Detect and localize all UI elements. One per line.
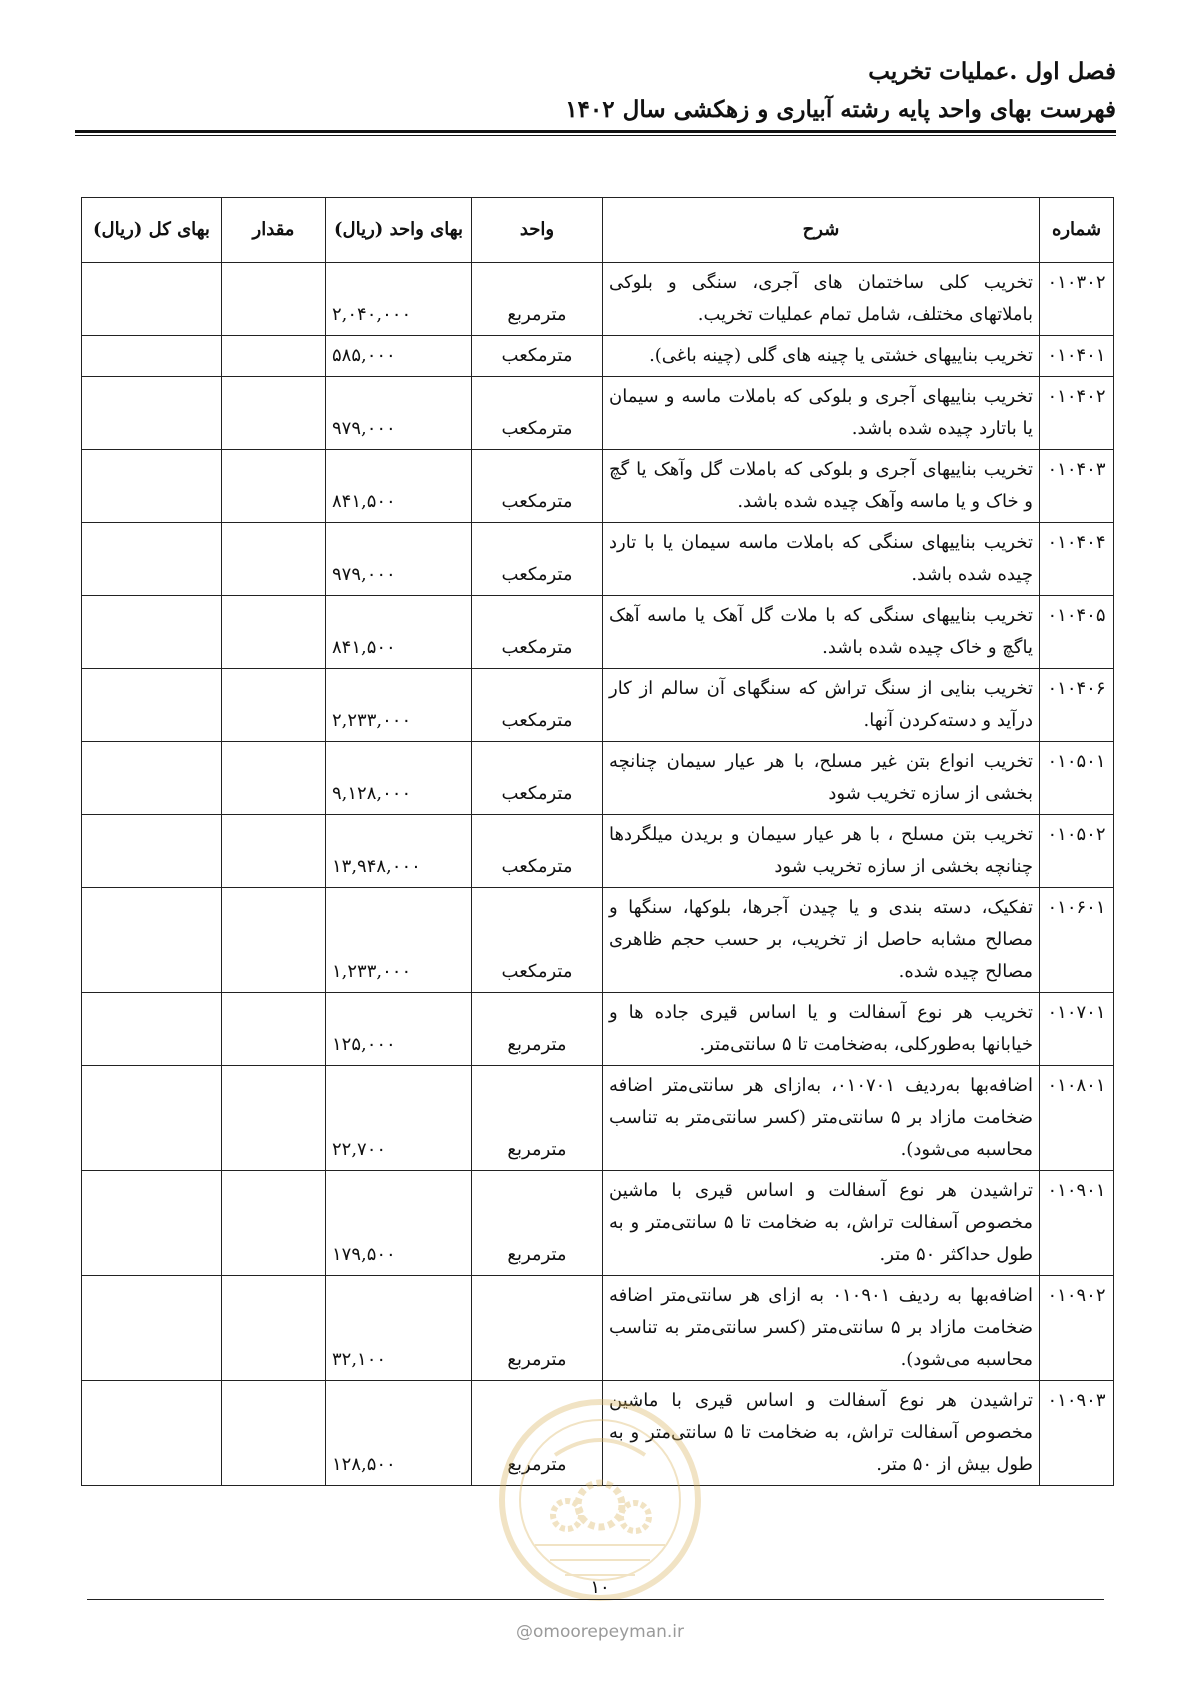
row-description: تخریب کلی ساختمان های آجری، سنگی و بلوکی باملاتهای مختلف، شامل تمام عملیات تخریب.	[603, 263, 1040, 336]
page-number: ۱۰	[590, 1577, 610, 1598]
row-code: ۰۱۰۴۰۶	[1040, 669, 1114, 742]
row-quantity	[222, 523, 326, 596]
row-unit: مترمربع	[472, 1171, 603, 1276]
table-row	[82, 1066, 1114, 1171]
table-row	[82, 263, 1114, 336]
row-quantity	[222, 1276, 326, 1381]
table-row	[82, 669, 1114, 742]
row-unit: مترمربع	[472, 1381, 603, 1486]
chapter-title: فصل اول .عملیات تخریب	[868, 58, 1116, 85]
website-watermark: @omoorepeyman.ir	[515, 1622, 685, 1642]
row-code: ۰۱۰۸۰۱	[1040, 1066, 1114, 1171]
row-code: ۰۱۰۶۰۱	[1040, 888, 1114, 993]
table-header-row	[82, 198, 1114, 263]
row-unit: مترمربع	[472, 263, 603, 336]
row-unit-price: ۹۷۹,۰۰۰	[326, 523, 472, 596]
header-total-price: بهای کل (ریال)	[82, 198, 222, 263]
row-code: ۰۱۰۵۰۱	[1040, 742, 1114, 815]
row-total	[82, 669, 222, 742]
document-title: فهرست بهای واحد پایه رشته آبیاری و زهکشی سال ۱۴۰۲	[565, 96, 1116, 123]
row-total	[82, 1276, 222, 1381]
row-unit: مترمکعب	[472, 742, 603, 815]
row-quantity	[222, 742, 326, 815]
table-row	[82, 815, 1114, 888]
row-unit-price: ۸۴۱,۵۰۰	[326, 596, 472, 669]
table-row	[82, 336, 1114, 377]
row-description: تخریب بنایی از سنگ تراش که سنگهای آن سالم از کار درآید و دسته‌کردن آنها.	[603, 669, 1040, 742]
row-description: تخریب بناییهای آجری و بلوکی که باملات ماسه و سیمان یا باتارد چیده شده باشد.	[603, 377, 1040, 450]
table-row	[82, 742, 1114, 815]
row-description: اضافه‌بها به ردیف ۰۱۰۹۰۱ به ازای هر سانتی‌متر اضافه ضخامت مازاد بر ۵ سانتی‌متر (کسر سانتی‌متر به تناسب محاسبه می‌شود).	[603, 1276, 1040, 1381]
row-total	[82, 742, 222, 815]
row-total	[82, 1171, 222, 1276]
row-code: ۰۱۰۴۰۲	[1040, 377, 1114, 450]
row-unit: مترمکعب	[472, 815, 603, 888]
table-row	[82, 450, 1114, 523]
row-quantity	[222, 1066, 326, 1171]
row-unit: مترمکعب	[472, 523, 603, 596]
row-description: تفکیک، دسته بندی و یا چیدن آجرها، بلوکها، سنگها و مصالح مشابه حاصل از تخریب، بر حسب حجم ظاهری مصالح چیده شده.	[603, 888, 1040, 993]
row-code: ۰۱۰۴۰۱	[1040, 336, 1114, 377]
row-quantity	[222, 1381, 326, 1486]
row-quantity	[222, 815, 326, 888]
page-header	[75, 56, 1116, 126]
row-description: تخریب بتن مسلح ، با هر عیار سیمان و بریدن میلگردها چنانچه بخشی از سازه تخریب شود	[603, 815, 1040, 888]
row-unit-price: ۵۸۵,۰۰۰	[326, 336, 472, 377]
table-row	[82, 377, 1114, 450]
table-row	[82, 1171, 1114, 1276]
table-row	[82, 1276, 1114, 1381]
row-code: ۰۱۰۹۰۳	[1040, 1381, 1114, 1486]
header-rule-thick	[75, 130, 1116, 133]
row-code: ۰۱۰۴۰۳	[1040, 450, 1114, 523]
row-unit-price: ۱۲۵,۰۰۰	[326, 993, 472, 1066]
table-row	[82, 1381, 1114, 1486]
row-unit-price: ۱۳,۹۴۸,۰۰۰	[326, 815, 472, 888]
row-total	[82, 888, 222, 993]
row-total	[82, 450, 222, 523]
row-total	[82, 377, 222, 450]
row-description: تخریب بناییهای آجری و بلوکی که باملات گل وآهک یا گچ و خاک و یا ماسه وآهک چیده شده باشد.	[603, 450, 1040, 523]
row-description: تخریب بناییهای سنگی که باملات ماسه سیمان یا با تارد چیده شده باشد.	[603, 523, 1040, 596]
header-unit-price: بهای واحد (ریال)	[326, 198, 472, 263]
row-unit-price: ۱,۲۳۳,۰۰۰	[326, 888, 472, 993]
row-quantity	[222, 263, 326, 336]
row-total	[82, 993, 222, 1066]
row-unit: مترمکعب	[472, 888, 603, 993]
row-quantity	[222, 377, 326, 450]
row-quantity	[222, 596, 326, 669]
row-unit-price: ۸۴۱,۵۰۰	[326, 450, 472, 523]
row-description: اضافه‌بها به‌ردیف ۰۱۰۷۰۱، به‌ازای هر سانتی‌متر اضافه ضخامت مازاد بر ۵ سانتی‌متر (کسر سانتی‌متر به تناسب محاسبه می‌شود).	[603, 1066, 1040, 1171]
row-total	[82, 523, 222, 596]
row-unit-price: ۲,۲۳۳,۰۰۰	[326, 669, 472, 742]
row-quantity	[222, 993, 326, 1066]
row-total	[82, 596, 222, 669]
row-unit-price: ۱۷۹,۵۰۰	[326, 1171, 472, 1276]
row-unit-price: ۱۲۸,۵۰۰	[326, 1381, 472, 1486]
row-code: ۰۱۰۴۰۵	[1040, 596, 1114, 669]
header-quantity: مقدار	[222, 198, 326, 263]
row-description: تخریب بناییهای سنگی که با ملات گل آهک یا ماسه آهک یاگچ و خاک چیده شده باشد.	[603, 596, 1040, 669]
row-unit: مترمکعب	[472, 336, 603, 377]
row-unit-price: ۲,۰۴۰,۰۰۰	[326, 263, 472, 336]
price-list-table	[81, 197, 1114, 1486]
row-unit: مترمکعب	[472, 377, 603, 450]
table-row	[82, 523, 1114, 596]
table-row	[82, 888, 1114, 993]
row-unit-price: ۳۲,۱۰۰	[326, 1276, 472, 1381]
header-unit: واحد	[472, 198, 603, 263]
row-description: تخریب هر نوع آسفالت و یا اساس قیری جاده ها و خیابانها به‌طورکلی، به‌ضخامت تا ۵ سانتی‌متر.	[603, 993, 1040, 1066]
row-unit: مترمربع	[472, 1276, 603, 1381]
row-total	[82, 815, 222, 888]
row-quantity	[222, 336, 326, 377]
row-quantity	[222, 1171, 326, 1276]
header-description: شرح	[603, 198, 1040, 263]
row-description: تخریب بناییهای خشتی یا چینه های گلی (چینه باغی).	[603, 336, 1040, 377]
row-unit: مترمربع	[472, 993, 603, 1066]
row-unit: مترمربع	[472, 1066, 603, 1171]
row-total	[82, 336, 222, 377]
row-quantity	[222, 669, 326, 742]
row-unit: مترمکعب	[472, 669, 603, 742]
row-unit-price: ۲۲,۷۰۰	[326, 1066, 472, 1171]
table-row	[82, 596, 1114, 669]
row-code: ۰۱۰۹۰۱	[1040, 1171, 1114, 1276]
row-code: ۰۱۰۳۰۲	[1040, 263, 1114, 336]
row-unit: مترمکعب	[472, 450, 603, 523]
row-total	[82, 1066, 222, 1171]
row-unit: مترمکعب	[472, 596, 603, 669]
row-code: ۰۱۰۴۰۴	[1040, 523, 1114, 596]
row-quantity	[222, 888, 326, 993]
row-total	[82, 263, 222, 336]
header-code: شماره	[1040, 198, 1114, 263]
row-description: تراشیدن هر نوع آسفالت و اساس قیری با ماشین مخصوص آسفالت تراش، به ضخامت تا ۵ سانتی‌متر و به طول بیش از ۵۰ متر.	[603, 1381, 1040, 1486]
row-unit-price: ۹,۱۲۸,۰۰۰	[326, 742, 472, 815]
table-row	[82, 993, 1114, 1066]
row-code: ۰۱۰۷۰۱	[1040, 993, 1114, 1066]
row-quantity	[222, 450, 326, 523]
footer-rule	[87, 1599, 1104, 1600]
row-total	[82, 1381, 222, 1486]
row-code: ۰۱۰۹۰۲	[1040, 1276, 1114, 1381]
row-unit-price: ۹۷۹,۰۰۰	[326, 377, 472, 450]
row-code: ۰۱۰۵۰۲	[1040, 815, 1114, 888]
row-description: تخریب انواع بتن غیر مسلح، با هر عیار سیمان چنانچه بخشی از سازه تخریب شود	[603, 742, 1040, 815]
header-rule-thin	[75, 135, 1116, 136]
row-description: تراشیدن هر نوع آسفالت و اساس قیری با ماشین مخصوص آسفالت تراش، به ضخامت تا ۵ سانتی‌متر و به طول حداکثر ۵۰ متر.	[603, 1171, 1040, 1276]
